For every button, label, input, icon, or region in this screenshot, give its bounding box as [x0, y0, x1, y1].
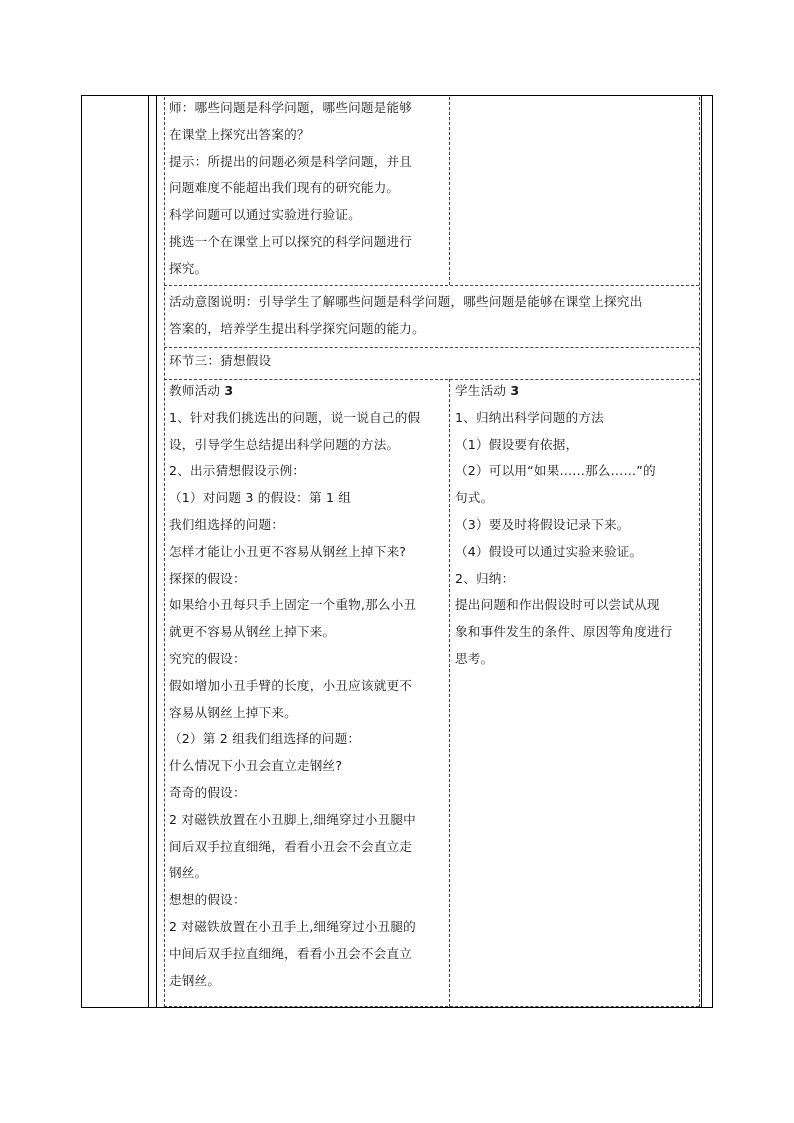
student-activity-title: 学生活动 3 [455, 383, 520, 398]
text-line: 2、出示猜想假设示例： [169, 463, 306, 479]
column-divider-right [701, 95, 702, 1008]
text-line: 答案的，培养学生提出科学探究问题的能力。 [169, 320, 425, 336]
text-line: 思考。 [455, 650, 494, 666]
dashed-divider-middle-top [449, 97, 450, 285]
teacher-question-cell [166, 95, 448, 283]
text-line: 设，引导学生总结提出科学问题的方法。 [169, 436, 400, 452]
text-line: 探探的假设： [169, 570, 246, 586]
text-line: 钢丝。 [169, 865, 208, 881]
text-line: 间后双手拉直细绳，看看小丑会不会直立走 [169, 838, 413, 854]
text-line: 问题难度不能超出我们现有的研究能力。 [169, 180, 400, 196]
text-line: 如果给小丑每只手上固定一个重物,那么小丑 [169, 597, 417, 613]
text-line: 活动意图说明：引导学生了解哪些问题是科学问题，哪些问题是能够在课堂上探究出 [169, 294, 643, 309]
text-line: 怎样才能让小丑更不容易从钢丝上掉下来? [169, 543, 407, 559]
text-line: 提示：所提出的问题必须是科学问题，并且 [169, 153, 413, 169]
text-line: 2、归纳： [455, 570, 515, 586]
text-line: 假如增加小丑手臂的长度，小丑应该就更不 [169, 677, 413, 693]
text-line: 提出问题和作出假设时可以尝试从现 [455, 597, 660, 613]
column-divider-left [148, 95, 149, 1008]
section-title: 环节三：猜想假设 [169, 353, 272, 368]
text-line: 师：哪些问题是科学问题，哪些问题是能够 [169, 100, 413, 115]
dashed-border-right [699, 97, 700, 1007]
text-line: 1、归纳出科学问题的方法 [455, 409, 604, 425]
teacher-activity-cell [166, 378, 448, 994]
text-line: 容易从钢丝上掉下来。 [169, 704, 297, 720]
dashed-line-row1 [164, 285, 699, 286]
text-line: 就更不容易从钢丝上掉下来。 [169, 624, 336, 640]
text-line: 我们组选择的问题： [169, 516, 285, 532]
section-title-cell [166, 348, 699, 375]
text-line: 奇奇的假设： [169, 784, 246, 800]
dashed-border-left [164, 97, 165, 1007]
text-line: 句式。 [455, 490, 494, 506]
text-line: （4）假设可以通过实验来验证。 [455, 543, 643, 559]
text-line: （2）可以用“如果……那么……”的 [455, 463, 656, 479]
text-line: 想想的假设： [169, 892, 246, 908]
text-line: 挑选一个在课堂上可以探究的科学问题进行 [169, 233, 413, 249]
text-line: 什么情况下小丑会直立走钢丝? [169, 758, 343, 774]
text-line: （2）第 2 组我们组选择的问题： [169, 731, 361, 747]
text-line: （3）要及时将假设记录下来。 [455, 516, 630, 532]
text-line: 在课堂上探究出答案的？ [169, 126, 310, 142]
text-line: 1、针对我们挑选出的问题，说一说自己的假 [169, 409, 421, 425]
text-line: 中间后双手拉直细绳，看看小丑会不会直立 [169, 945, 413, 961]
dashed-divider-middle-bottom [449, 379, 450, 1007]
text-line: 科学问题可以通过实验进行验证。 [169, 207, 361, 223]
text-line: （1）对问题 3 的假设：第 1 组 [169, 490, 352, 506]
text-line: 走钢丝。 [169, 972, 221, 988]
text-line: 探究。 [169, 260, 208, 276]
text-line: 2 对磁铁放置在小丑脚上,细绳穿过小丑腿中 [169, 811, 416, 827]
student-activity-cell [452, 378, 699, 673]
text-line: （1）假设要有依据， [455, 436, 579, 452]
text-line: 究究的假设： [169, 650, 246, 666]
teacher-activity-title: 教师活动 3 [169, 383, 234, 398]
text-line: 2 对磁铁放置在小丑手上,细绳穿过小丑腿的 [169, 918, 416, 934]
column-divider-inner [156, 95, 157, 1008]
activity-intent-cell [166, 289, 699, 343]
text-line: 象和事件发生的条件、原因等角度进行 [455, 624, 673, 640]
dashed-line-bottom [164, 1006, 699, 1007]
